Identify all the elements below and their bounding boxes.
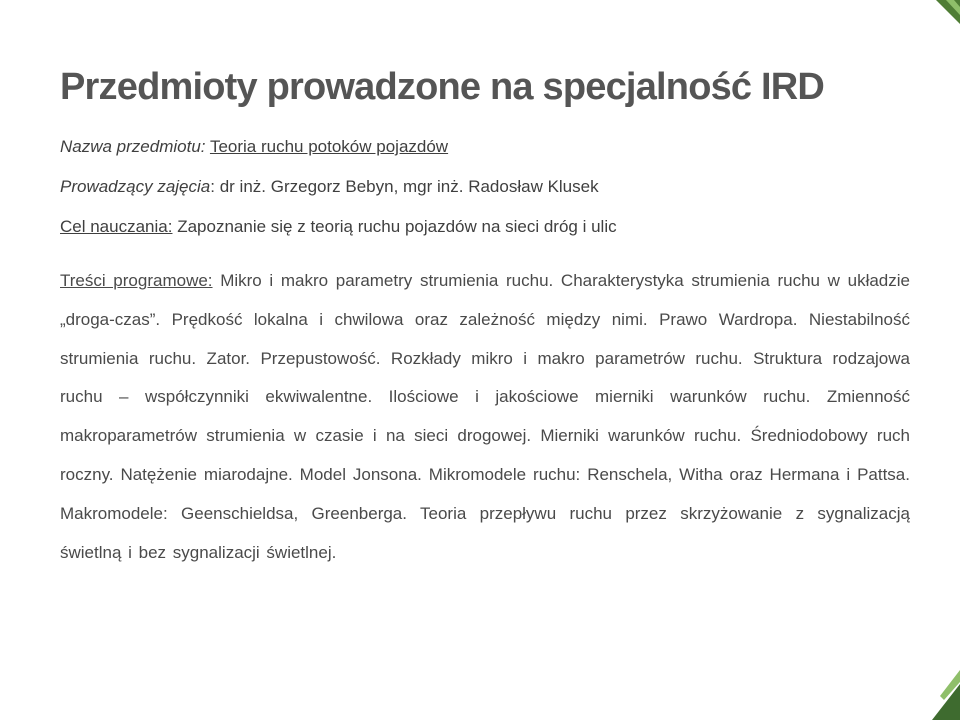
- lecturer-colon: :: [210, 177, 215, 196]
- corner-decoration-top: [900, 0, 960, 40]
- program-text: Mikro i makro parametry strumienia ruchu. Charakterystyka strumienia ruchu w układzie „droga-czas”. Prędkość lokalna i chwilowa oraz zależność między nimi. Prawo Wardropa. Niestabilność strumienia ruchu. Zator. Przepustowość. Rozkłady mikro i makro parametrów ruchu. Struktura rodzajowa ruchu – współczynniki ekwiwalentne. Ilościowe i jakościowe mierniki warunków ruchu. Zmienność makroparametrów strumienia w czasie i na sieci drogowej. Mierniki warunków ruchu. Średniodobowy ruch roczny. Natężenie miarodajne. Model Jonsona. Mikromodele ruchu: Renschela, Witha oraz Hermana i Pattsa. Makromodele: Geenschieldsa, Greenberga. Teoria przepływu ruchu przez skrzyżowanie z sygnalizacją świetlną i bez sygnalizacji świetlnej.: [60, 271, 910, 562]
- corner-decoration-bottom: [920, 670, 960, 720]
- goal-line: [60, 217, 617, 237]
- goal-value: Zapoznanie się z teorią ruchu pojazdów na sieci dróg i ulic: [177, 217, 617, 236]
- page-title: Przedmioty prowadzone na specjalność IRD: [60, 66, 825, 108]
- lecturer-label: Prowadzący zajęcia: [60, 177, 211, 196]
- lecturer-line: [60, 177, 599, 197]
- course-name-value: Teoria ruchu potoków pojazdów: [209, 137, 449, 156]
- program-label: Treści programowe:: [60, 271, 213, 290]
- program-content: [60, 262, 910, 572]
- course-name-line: [60, 137, 448, 157]
- goal-label: Cel nauczania:: [60, 217, 173, 236]
- lecturer-value: dr inż. Grzegorz Bebyn, mgr inż. Radosław Klusek: [219, 177, 599, 196]
- course-name-label: Nazwa przedmiotu:: [60, 137, 206, 156]
